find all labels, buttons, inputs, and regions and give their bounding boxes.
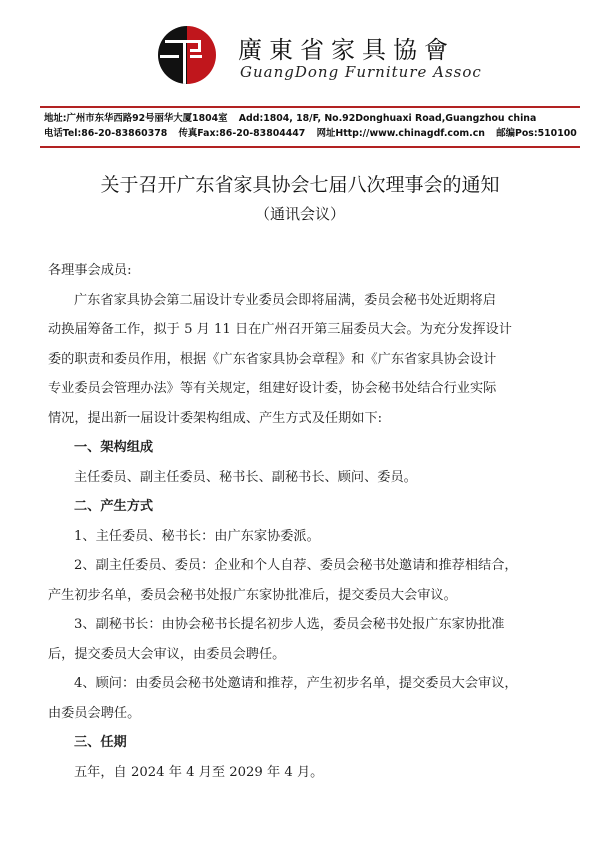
document-body xyxy=(48,256,568,787)
org-name-en: GuangDong Furniture Assoc xyxy=(240,63,482,81)
org-name-cn: 廣東省家具協會 xyxy=(238,36,455,64)
address-en: Add:1804, 18/F, No.92Donghuaxi Road,Guangzhou china xyxy=(238,113,537,124)
tel: 电话Tel:86-20-83860378 xyxy=(44,128,168,139)
website: 网址Http://www.chinagdf.com.cn xyxy=(316,128,485,139)
header-divider-top xyxy=(40,106,580,108)
method-item-3: 3、副秘书长：由协会秘书长提名初步人选，委员会秘书处报广东家协批准 xyxy=(74,617,505,632)
intro-line: 动换届筹备工作，拟于 5 月 11 日在广州召开第三届委员大会。为充分发挥设计 xyxy=(48,322,512,337)
intro-line: 委的职责和委员作用，根据《广东省家具协会章程》和《广东省家具协会设计 xyxy=(48,351,497,367)
section-heading-structure: 一、架构组成 xyxy=(74,440,154,455)
address-cn: 地址:广州市东华西路92号丽华大厦1804室 xyxy=(44,113,228,124)
intro-line: 情况，提出新一届设计委架构组成、产生方式及任期如下: xyxy=(48,410,383,426)
method-item-2: 2、副主任委员、委员：企业和个人自荐、委员会秘书处邀请和推荐相结合， xyxy=(74,558,518,573)
section-heading-term: 三、任期 xyxy=(74,735,127,750)
method-item-4: 4、顾问：由委员会秘书处邀请和推荐，产生初步名单，提交委员大会审议， xyxy=(74,676,518,691)
salutation: 各理事会成员: xyxy=(48,263,132,278)
gf-logo-icon xyxy=(157,25,217,85)
document-subtitle: （通讯会议） xyxy=(254,205,345,223)
intro-line: 广东省家具协会第二届设计专业委员会即将届满，委员会秘书处近期将启 xyxy=(74,292,496,308)
fax: 传真Fax:86-20-83804447 xyxy=(178,128,306,139)
document-title: 关于召开广东省家具协会七届八次理事会的通知 xyxy=(100,174,500,196)
contact-address-line xyxy=(44,112,584,126)
section-text-term: 五年，自 2024 年 4 月至 2029 年 4 月。 xyxy=(74,764,324,780)
intro-line: 专业委员会管理办法》等有关规定，组建好设计委，协会秘书处结合行业实际 xyxy=(48,381,497,396)
contact-phone-line xyxy=(44,127,584,141)
header-divider-bottom xyxy=(40,146,580,148)
method-item-3-cont: 后，提交委员大会审议，由委员会聘任。 xyxy=(48,646,286,662)
method-item-1: 1、主任委员、秘书长：由广东家协委派。 xyxy=(74,528,320,544)
method-item-4-cont: 由委员会聘任。 xyxy=(48,705,141,721)
postcode: 邮编Pos:510100 xyxy=(496,128,577,139)
section-heading-method: 二、产生方式 xyxy=(74,499,154,514)
method-item-2-cont: 产生初步名单，委员会秘书处报广东家协批准后，提交委员大会审议。 xyxy=(48,587,457,603)
letterhead xyxy=(0,0,600,150)
section-text-structure: 主任委员、副主任委员、秘书长、副秘书长、顾问、委员。 xyxy=(74,469,417,485)
